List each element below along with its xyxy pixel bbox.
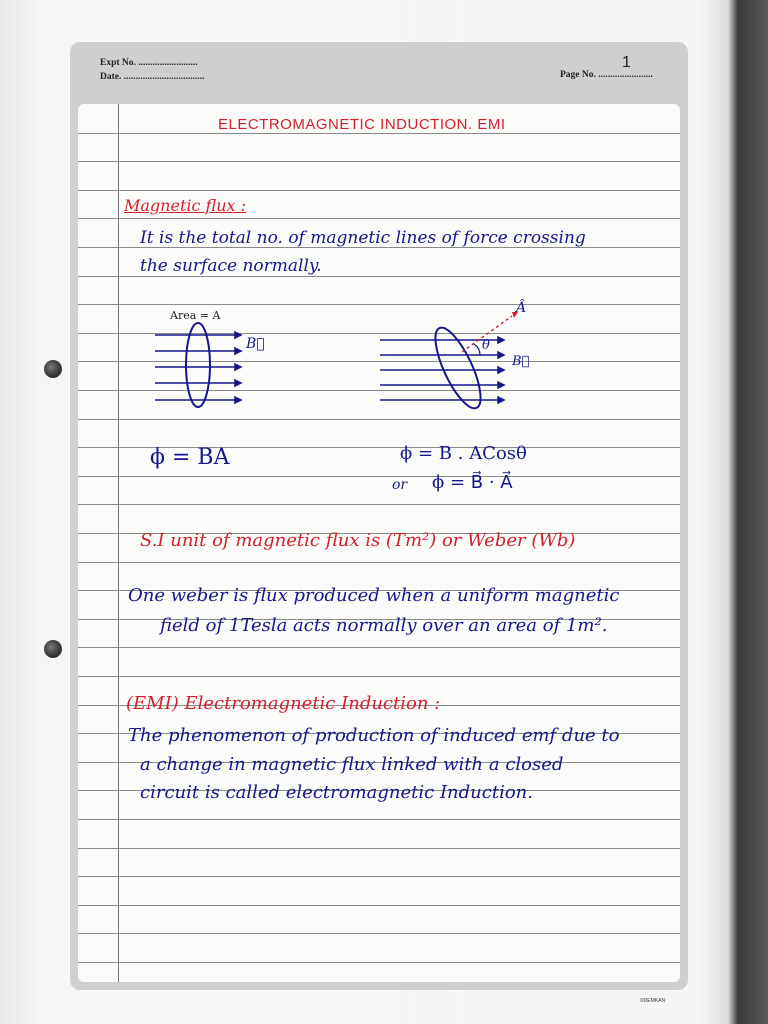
binder-hole-bottom [44,640,62,658]
weber-definition-line1: One weber is flux produced when a uniform magnetic [128,585,620,606]
ruled-line [78,476,680,477]
magnetic-flux-heading: Magnetic flux : [124,196,247,215]
emi-heading: (EMI) Electromagnetic Induction : [126,693,441,714]
page-number: 1 [622,54,631,71]
ruled-line [78,819,680,820]
field-lines [155,332,241,403]
ruled-line [78,218,680,219]
weber-definition-line2: field of 1Tesla acts normally over an area of 1m². [160,615,608,636]
ruled-line [78,562,680,563]
area-label: Area = A [170,309,221,322]
flux-definition-line2: the surface normally. [140,256,322,276]
expt-no-label: Expt No. ......................... [100,58,198,68]
ruled-line [78,190,680,191]
emi-definition-line3: circuit is called electromagnetic Induction. [140,782,533,803]
ruled-line [78,933,680,934]
field-label-left: B⃗ [246,336,265,352]
normal-label: Â [516,300,527,316]
date-label: Date. .................................. [100,72,205,82]
formula-or: or [392,477,408,493]
ruled-line [78,504,680,505]
ruled-line [78,676,680,677]
page-title: ELECTROMAGNETIC INDUCTION. EMI [218,116,506,133]
ruled-line [78,133,680,134]
angle-arc [474,344,480,355]
field-label-right: B⃗ [512,354,530,369]
ruled-line [78,647,680,648]
binder-hole-top [44,360,62,378]
margin-line [118,104,119,982]
ruled-line [78,276,680,277]
angle-label: θ [482,338,490,353]
page-no-label: Page No. ....................... [560,70,653,80]
brand-mark: ©DEMKAN [640,998,666,1004]
ruled-line [78,962,680,963]
ruled-line [78,905,680,906]
ruled-line [78,876,680,877]
ruled-line [78,161,680,162]
formula-flux-dot: ϕ = B⃗ · A⃗ [432,472,513,493]
flux-definition-line1: It is the total no. of magnetic lines of force crossing [140,228,586,248]
ruled-line [78,848,680,849]
emi-definition-line1: The phenomenon of production of induced emf due to [128,725,620,746]
emi-definition-line2: a change in magnetic flux linked with a closed [140,754,564,775]
si-unit-statement: S.I unit of magnetic flux is (Tm²) or Weber (Wb) [140,530,576,551]
formula-flux-ba: ϕ = BA [150,445,230,470]
formula-flux-cos: ϕ = B . ACosθ [400,443,527,464]
